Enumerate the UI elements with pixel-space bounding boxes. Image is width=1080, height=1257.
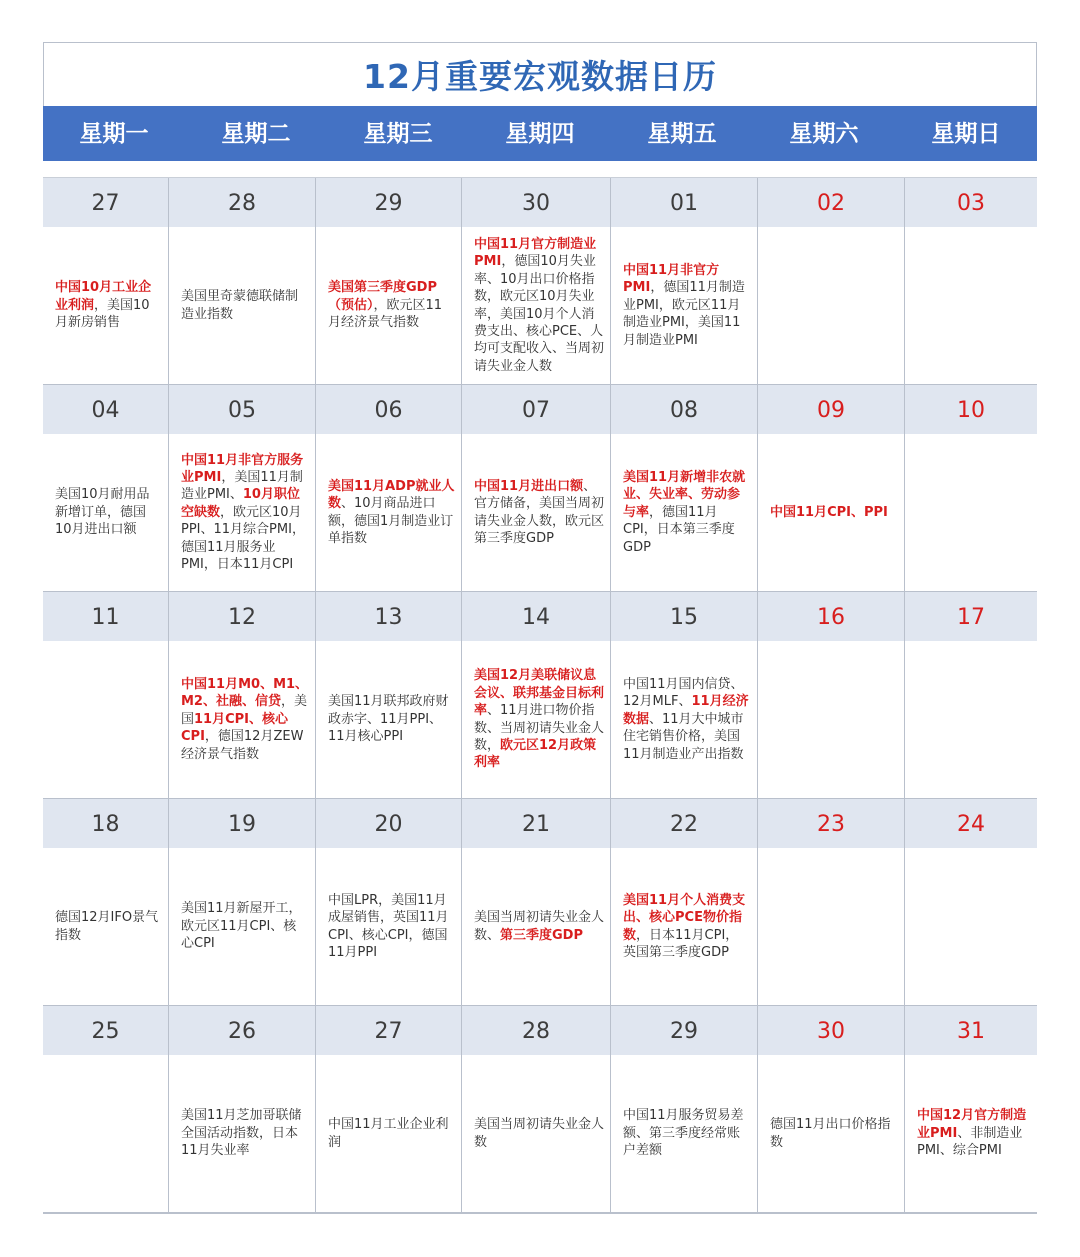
day-number: 31 (905, 1006, 1037, 1055)
day-number: 01 (611, 178, 757, 227)
day-events (462, 848, 610, 1005)
day-events (43, 848, 168, 1005)
day-number: 20 (316, 799, 461, 848)
event-text (462, 909, 610, 944)
weekday-sat: 星期六 (789, 121, 859, 147)
event-text (462, 1116, 610, 1151)
highlighted-event: 美国11月新增非农就业、失业率、劳动参与率 (623, 469, 746, 520)
event-text (316, 279, 461, 331)
event-text (758, 1116, 904, 1151)
page-title: 12月重要宏观数据日历 (363, 57, 717, 96)
event: 美国11月新屋开工，欧元区11月CPI、核心CPI (181, 901, 302, 952)
event-text (462, 236, 610, 375)
day-cell (462, 799, 611, 1006)
week-row (43, 1006, 1037, 1213)
event: ，德国10月失业率、10月出口价格指数，欧元区10月失业率，美国10月个人消费支出、核心PCE、人均可支配收入、当周初请失业金人数 (474, 254, 605, 374)
day-events (758, 227, 904, 384)
highlighted-event: 中国11月非官方服务业PMI (181, 452, 304, 485)
day-events (462, 641, 610, 798)
day-number: 02 (758, 178, 904, 227)
day-events (169, 434, 315, 591)
day-number: 16 (758, 592, 904, 641)
day-number: 23 (758, 799, 904, 848)
highlighted-event: 美国11月ADP就业人数 (328, 478, 455, 512)
day-events (905, 641, 1037, 798)
day-events (905, 848, 1037, 1005)
day-number: 17 (905, 592, 1037, 641)
event: ，欧元区10月PPI、11月综合PMI，德国11月服务业PMI，日本11月CPI (181, 504, 305, 573)
highlighted-event: 中国11月非官方PMI (623, 262, 720, 296)
event-text (316, 1116, 461, 1151)
weekday-wed: 星期三 (363, 121, 433, 147)
day-cell (169, 385, 316, 592)
event-text (611, 892, 757, 962)
event: ，美国10月新房销售 (55, 297, 150, 331)
highlighted-event: 第三季度GDP (500, 927, 584, 943)
event: 中国11月工业企业利润 (328, 1117, 449, 1150)
event-text (611, 262, 757, 349)
highlighted-event: 10月职位空缺数 (181, 487, 300, 520)
highlighted-event: 中国12月官方制造业PMI (917, 1108, 1027, 1141)
day-cell (316, 799, 462, 1006)
day-cell (758, 799, 905, 1006)
highlighted-event: 中国11月进出口额 (474, 478, 584, 494)
day-number: 04 (43, 385, 168, 434)
day-cell (169, 592, 316, 799)
highlighted-event: 中国11月CPI、PPI (770, 504, 888, 520)
event-text (169, 288, 315, 323)
day-cell (611, 799, 758, 1006)
day-number: 29 (611, 1006, 757, 1055)
event: 美国11月芝加哥联储全国活动指数，日本11月失业率 (181, 1108, 302, 1159)
event: 、11月进口物价指数、当周初请失业金人数， (474, 703, 605, 753)
day-number: 24 (905, 799, 1037, 848)
day-events (611, 1055, 757, 1212)
week-row (43, 592, 1037, 799)
highlighted-event: 中国11月官方制造业PMI (474, 236, 597, 270)
event: 美国当周初请失业金人数 (474, 1117, 605, 1150)
day-events (758, 434, 904, 591)
day-events (43, 227, 168, 384)
day-events (43, 641, 168, 798)
day-events (611, 227, 757, 384)
weekday-thu: 星期四 (505, 121, 575, 147)
event-text (43, 279, 168, 331)
day-cell (611, 1006, 758, 1213)
event: ，德国11月CPI，日本第三季度GDP (623, 504, 735, 555)
day-number: 30 (462, 178, 610, 227)
day-number: 27 (316, 1006, 461, 1055)
day-number: 09 (758, 385, 904, 434)
day-cell (316, 385, 462, 592)
day-cell (758, 592, 905, 799)
event: 、11月大中城市住宅销售价格，美国11月制造业产出指数 (623, 711, 744, 762)
day-events (316, 434, 461, 591)
weekday-sun: 星期日 (931, 121, 1001, 147)
day-number: 30 (758, 1006, 904, 1055)
event: 美国里奇蒙德联储制造业指数 (181, 289, 299, 322)
event-text (611, 469, 757, 556)
day-cell (758, 385, 905, 592)
calendar-grid (43, 178, 1037, 1214)
day-events (905, 434, 1037, 591)
highlighted-event: 欧元区12月政策利率 (474, 737, 597, 771)
day-cell (43, 385, 169, 592)
event: 中国11月国内信贷、12月MLF、 (623, 676, 744, 710)
day-number: 15 (611, 592, 757, 641)
week-row (43, 799, 1037, 1006)
day-number: 28 (462, 1006, 610, 1055)
event-text (43, 909, 168, 944)
day-cell (611, 592, 758, 799)
day-cell (43, 178, 169, 385)
day-cell (169, 799, 316, 1006)
event: 美国当周初请失业金人数、 (474, 910, 605, 943)
day-cell (905, 178, 1037, 385)
day-number: 25 (43, 1006, 168, 1055)
day-events (316, 641, 461, 798)
day-cell (905, 592, 1037, 799)
day-events (462, 434, 610, 591)
day-events (611, 641, 757, 798)
day-cell (905, 385, 1037, 592)
day-number: 11 (43, 592, 168, 641)
weekday-fri: 星期五 (647, 121, 717, 147)
highlighted-event: 11月CPI、核心CPI (181, 711, 289, 745)
event: 德国12月IFO景气指数 (55, 910, 159, 943)
day-events (611, 434, 757, 591)
day-number: 27 (43, 178, 168, 227)
day-cell (611, 385, 758, 592)
day-cell (43, 1006, 169, 1213)
event-text (169, 900, 315, 952)
day-cell (611, 178, 758, 385)
day-events (462, 1055, 610, 1212)
event-text (169, 452, 315, 574)
week-row (43, 178, 1037, 385)
event: 中国LPR，美国11月成屋销售，英国11月CPI、核心CPI，德国11月PPI (328, 892, 449, 960)
weekday-mon: 星期一 (79, 121, 149, 147)
day-cell (462, 592, 611, 799)
day-cell (758, 178, 905, 385)
day-events (43, 434, 168, 591)
day-events (905, 1055, 1037, 1212)
highlighted-event: 11月经济数据 (623, 694, 749, 727)
day-events (316, 848, 461, 1005)
day-cell (316, 592, 462, 799)
day-number: 06 (316, 385, 461, 434)
day-number: 29 (316, 178, 461, 227)
day-events (169, 1055, 315, 1212)
event: 美国10月耐用品新增订单，德国10月进出口额 (55, 487, 150, 538)
day-events (169, 848, 315, 1005)
day-cell (462, 178, 611, 385)
day-events (316, 227, 461, 384)
event: ，德国12月ZEW经济景气指数 (181, 729, 304, 762)
weekday-header (43, 106, 1037, 161)
day-number: 18 (43, 799, 168, 848)
day-number: 10 (905, 385, 1037, 434)
day-events (905, 227, 1037, 384)
day-number: 07 (462, 385, 610, 434)
event-text (462, 667, 610, 771)
day-number: 26 (169, 1006, 315, 1055)
event: 德国11月出口价格指数 (770, 1117, 891, 1150)
day-cell (169, 1006, 316, 1213)
event: 美国11月联邦政府财政赤字、11月PPI、11月核心PPI (328, 694, 449, 745)
event-text (169, 1107, 315, 1159)
day-cell (43, 592, 169, 799)
day-events (169, 227, 315, 384)
highlighted-event: 美国12月美联储议息会议、联邦基金目标利率 (474, 668, 605, 719)
day-cell (758, 1006, 905, 1213)
highlighted-event: 美国11月个人消费支出、核心PCE物价指数 (623, 892, 746, 943)
day-cell (316, 1006, 462, 1213)
day-cell (169, 178, 316, 385)
day-events (758, 641, 904, 798)
day-events (43, 1055, 168, 1212)
day-cell (462, 385, 611, 592)
event: 、官方储备，美国当周初请失业金人数，欧元区第三季度GDP (474, 478, 605, 546)
event-text (611, 1107, 757, 1159)
day-number: 28 (169, 178, 315, 227)
day-number: 19 (169, 799, 315, 848)
day-number: 05 (169, 385, 315, 434)
day-number: 21 (462, 799, 610, 848)
day-number: 13 (316, 592, 461, 641)
event: 中国11月服务贸易差额、第三季度经常账户差额 (623, 1108, 744, 1159)
event: 、10月商品进口额，德国1月制造业订单指数 (328, 496, 454, 546)
weekday-tue: 星期二 (221, 121, 291, 147)
day-number: 22 (611, 799, 757, 848)
event: ，欧元区11月经济景气指数 (328, 297, 443, 331)
day-events (316, 1055, 461, 1212)
day-cell (905, 1006, 1037, 1213)
event-text (905, 1107, 1037, 1159)
day-cell (462, 1006, 611, 1213)
day-number: 03 (905, 178, 1037, 227)
header-separator (43, 161, 1037, 178)
day-cell (316, 178, 462, 385)
event: 、非制造业PMI、综合PMI (917, 1125, 1023, 1159)
event: ，美国 (181, 694, 307, 727)
event-text (758, 504, 894, 521)
day-events (611, 848, 757, 1005)
event-text (462, 478, 610, 548)
event-text (169, 676, 315, 763)
event-text (316, 892, 461, 962)
event-text (316, 693, 461, 745)
day-events (758, 1055, 904, 1212)
event-text (611, 676, 757, 763)
event-text (316, 478, 461, 548)
event: ，美国11月制造业PMI、 (181, 469, 303, 503)
event-text (43, 486, 168, 538)
highlighted-event: 美国第三季度GDP（预估） (328, 280, 437, 313)
day-events (758, 848, 904, 1005)
highlighted-event: 中国10月工业企业利润 (55, 280, 152, 313)
week-row (43, 385, 1037, 592)
event: ，日本11月CPI，英国第三季度GDP (623, 927, 739, 960)
event: ，德国11月制造业PMI，欧元区11月制造业PMI，美国11月制造业PMI (623, 280, 745, 348)
day-events (462, 227, 610, 384)
day-cell (905, 799, 1037, 1006)
day-number: 14 (462, 592, 610, 641)
day-cell (43, 799, 169, 1006)
highlighted-event: 中国11月M0、M1、M2、社融、信贷 (181, 676, 309, 710)
day-number: 12 (169, 592, 315, 641)
day-events (169, 641, 315, 798)
day-number: 08 (611, 385, 757, 434)
